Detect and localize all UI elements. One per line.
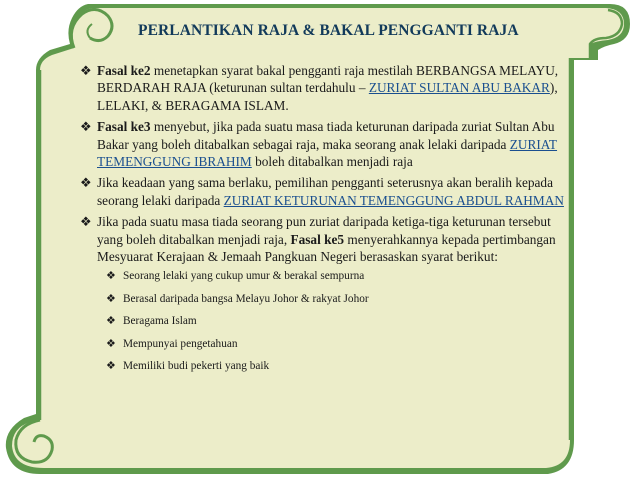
point-text-end: boleh ditabalkan menjadi raja [251, 154, 413, 170]
point-fasal-ke5 [80, 213, 566, 265]
link-zuriat-temenggung-ibrahim[interactable]: ZURIAT TEMENGGUNG IBRAHIM [97, 136, 558, 170]
diamond-bullet-icon: ❖ [106, 315, 116, 328]
point-text-end: ), LELAKI, & BERAGAMA ISLAM. [97, 80, 558, 113]
sub-point [106, 314, 566, 328]
sub-point-list [80, 269, 566, 373]
diamond-bullet-icon: ❖ [106, 292, 116, 305]
sub-point-text: Seorang lelaki yang cukup umur & berakal sempurna [123, 270, 365, 283]
link-zuriat-keturunan-temenggung-abdul-rahman[interactable]: ZURIAT KETURUNAN TEMENGGUNG ABDUL RAHMAN [223, 192, 564, 208]
main-content [80, 62, 566, 382]
point-text: menetapkan syarat bakal pengganti raja mestilah BERBANGSA MELAYU, BERDARAH RAJA (keturunan sultan terdahulu – [97, 63, 559, 96]
diamond-bullet-icon: ❖ [80, 214, 92, 230]
point-fasal-ke2 [80, 62, 566, 114]
link-zuriat-sultan-abu-bakar[interactable]: ZURIAT SULTAN ABU BAKAR [368, 80, 550, 96]
point-text: Jika keadaan yang sama berlaku, pemilihan pengganti seterusnya akan beralih kepada seorang lelaki daripada [97, 175, 553, 208]
point-text: Jika pada suatu masa tiada seorang pun zuriat daripada ketiga-tiga keturunan tersebut yang boleh ditabalkan menjadi raja, [97, 214, 551, 247]
point-lead: Fasal ke2 [97, 63, 151, 78]
sub-point [106, 359, 566, 373]
sub-point-text: Mempunyai pengetahuan [123, 337, 238, 350]
point-text-end: menyerahkannya kepada pertimbangan Mesyuarat Kerajaan & Jemaah Pangkuan Negeri berasaskan syarat berikut: [97, 231, 556, 265]
sub-point [106, 292, 566, 306]
diamond-bullet-icon: ❖ [80, 175, 92, 191]
point-bold: Fasal ke5 [290, 231, 345, 247]
point-lead: Fasal ke3 [97, 119, 151, 135]
point-keadaan-sama [80, 174, 566, 209]
sub-point-text: Berasal daripada bangsa Melayu Johor & rakyat Johor [123, 292, 369, 305]
slide-title: PERLANTIKAN RAJA & BAKAL PENGGANTI RAJA [138, 22, 519, 39]
diamond-bullet-icon: ❖ [106, 337, 116, 350]
sub-point-text: Beragama Islam [123, 315, 197, 328]
sub-point [106, 337, 566, 351]
sub-point-text: Memiliki budi pekerti yang baik [123, 360, 270, 373]
diamond-bullet-icon: ❖ [80, 119, 92, 135]
sub-point [106, 269, 566, 283]
point-fasal-ke3 [80, 118, 566, 170]
diamond-bullet-icon: ❖ [106, 270, 116, 283]
point-text: menyebut, jika pada suatu masa tiada keturunan daripada zuriat Sultan Abu Bakar yang boleh ditabalkan sebagai raja, maka seorang anak lelaki daripada [97, 119, 555, 152]
diamond-bullet-icon: ❖ [80, 63, 92, 78]
diamond-bullet-icon: ❖ [106, 360, 116, 373]
